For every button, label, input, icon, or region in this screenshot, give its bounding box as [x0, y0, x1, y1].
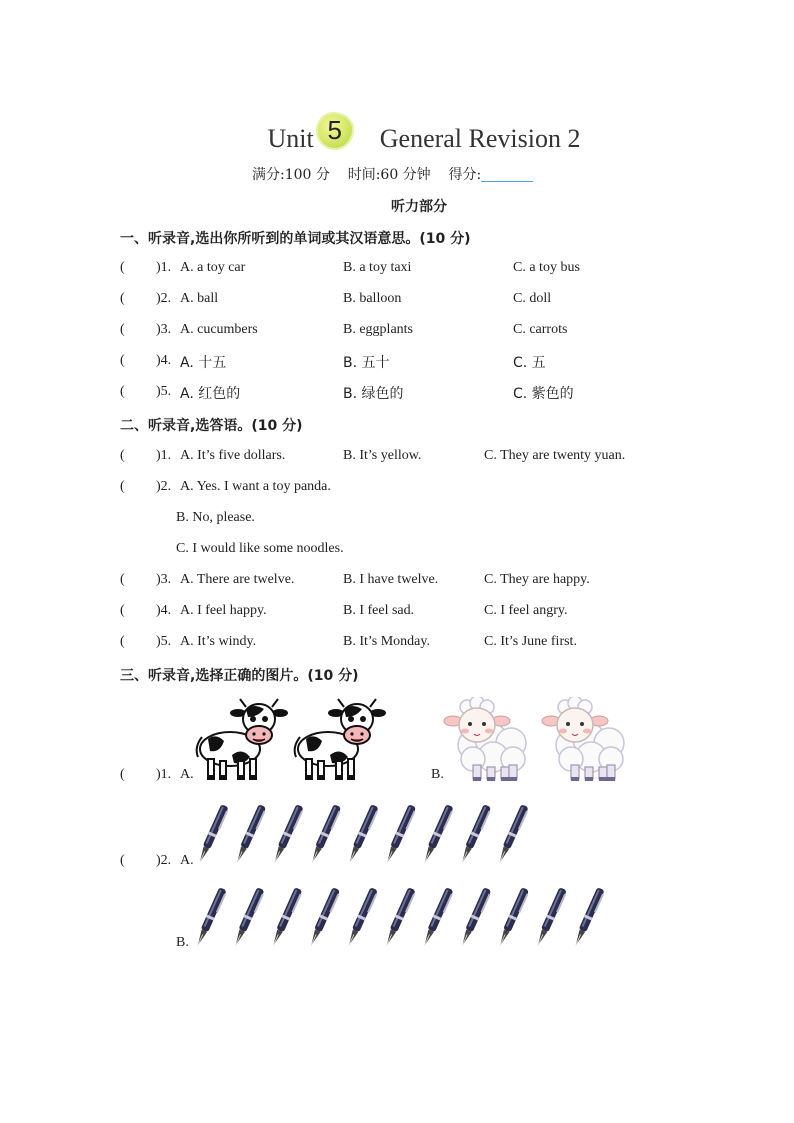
part-heading: 听力部分 — [391, 199, 447, 215]
pen-icon — [270, 887, 303, 947]
option-c: C. I feel angry. — [484, 603, 568, 618]
section3-heading: 三、听录音,选择正确的图片。(10 分) — [120, 668, 359, 684]
option-a: A. There are twelve. — [180, 572, 295, 587]
pen-icon — [459, 887, 492, 947]
question-number: )4. — [156, 353, 172, 368]
pen-icon — [534, 887, 567, 947]
option-a-picture[interactable] — [194, 799, 544, 869]
pen-icon — [346, 804, 379, 864]
option-a: A. 十五 — [180, 355, 227, 371]
option-a: A. 红色的 — [180, 386, 241, 402]
option-b-label: B. — [176, 935, 189, 950]
answer-paren[interactable]: ( — [120, 353, 125, 368]
question-number: )2. — [156, 479, 172, 494]
option-b: B. I have twelve. — [343, 572, 439, 587]
option-a: A. Yes. I want a toy panda. — [180, 479, 331, 494]
pen-icon — [271, 804, 304, 864]
option-c: C. They are twenty yuan. — [484, 448, 626, 463]
option-b: B. eggplants — [343, 322, 413, 337]
option-b: B. No, please. — [176, 510, 255, 525]
option-b: B. 五十 — [343, 355, 390, 371]
option-c: C. It’s June first. — [484, 634, 577, 649]
unit-word: Unit — [267, 124, 314, 153]
pen-icon — [196, 804, 229, 864]
unit-number-badge: 5 — [316, 112, 354, 150]
question-number: )2. — [156, 291, 172, 306]
option-a: A. I feel happy. — [180, 603, 267, 618]
question-number: )5. — [156, 384, 172, 399]
pen-icon — [384, 804, 417, 864]
pen-icon — [194, 887, 227, 947]
section2-heading: 二、听录音,选答语。(10 分) — [120, 418, 303, 434]
answer-paren[interactable]: ( — [120, 291, 125, 306]
option-c: C. doll — [513, 291, 552, 306]
question-number: )1. — [156, 767, 172, 782]
pen-icon — [232, 887, 265, 947]
question-number: )2. — [156, 853, 172, 868]
question-number: )3. — [156, 322, 172, 337]
option-b: B. It’s yellow. — [343, 448, 422, 463]
unit-name: General Revision 2 — [379, 124, 581, 153]
option-b-picture[interactable] — [192, 882, 612, 954]
question-number: )4. — [156, 603, 172, 618]
pen-icon — [497, 887, 530, 947]
option-a: A. It’s windy. — [180, 634, 257, 649]
option-b: B. I feel sad. — [343, 603, 415, 618]
option-a: A. a toy car — [180, 260, 246, 275]
option-b: B. a toy taxi — [343, 260, 412, 275]
option-b: B. 绿色的 — [343, 386, 404, 402]
option-b-picture[interactable] — [441, 697, 641, 783]
option-b: B. It’s Monday. — [343, 634, 430, 649]
page-title — [0, 112, 794, 154]
section1-heading: 一、听录音,选出你所听到的单词或其汉语意思。(10 分) — [120, 231, 471, 247]
option-a-picture[interactable] — [192, 697, 388, 783]
score-line — [252, 164, 533, 184]
question-number: )1. — [156, 448, 172, 463]
option-c: C. a toy bus — [513, 260, 580, 275]
answer-paren[interactable]: ( — [120, 384, 125, 399]
answer-paren[interactable]: ( — [120, 448, 125, 463]
option-c: C. 紫色的 — [513, 386, 574, 402]
full-marks: 满分:100 分 — [252, 167, 330, 183]
option-c: C. carrots — [513, 322, 568, 337]
pen-icon — [421, 887, 454, 947]
question-number: )3. — [156, 572, 172, 587]
pen-icon — [383, 887, 416, 947]
answer-paren[interactable]: ( — [120, 634, 125, 649]
pen-icon — [572, 887, 605, 947]
option-a: A. ball — [180, 291, 219, 306]
pen-icon — [345, 887, 378, 947]
score-label: 得分: — [448, 167, 482, 183]
pen-icon — [459, 804, 492, 864]
pen-icon — [496, 804, 529, 864]
answer-paren[interactable]: ( — [120, 572, 125, 587]
answer-paren[interactable]: ( — [120, 479, 125, 494]
option-a: A. It’s five dollars. — [180, 448, 286, 463]
score-blank[interactable] — [481, 181, 533, 182]
option-a-label: A. — [180, 853, 194, 868]
answer-paren[interactable]: ( — [120, 853, 125, 868]
pen-icon — [234, 804, 267, 864]
option-b-label: B. — [431, 767, 444, 782]
option-b: B. balloon — [343, 291, 402, 306]
pen-icon — [309, 804, 342, 864]
option-a: A. cucumbers — [180, 322, 258, 337]
option-c: C. They are happy. — [484, 572, 590, 587]
answer-paren[interactable]: ( — [120, 603, 125, 618]
option-c: C. 五 — [513, 355, 546, 371]
question-number: )1. — [156, 260, 172, 275]
question-number: )5. — [156, 634, 172, 649]
pen-icon — [308, 887, 341, 947]
answer-paren[interactable]: ( — [120, 767, 125, 782]
pen-icon — [421, 804, 454, 864]
answer-paren[interactable]: ( — [120, 260, 125, 275]
answer-paren[interactable]: ( — [120, 322, 125, 337]
option-c: C. I would like some noodles. — [176, 541, 344, 556]
option-a-label: A. — [180, 767, 194, 782]
time-limit: 时间:60 分钟 — [347, 167, 431, 183]
